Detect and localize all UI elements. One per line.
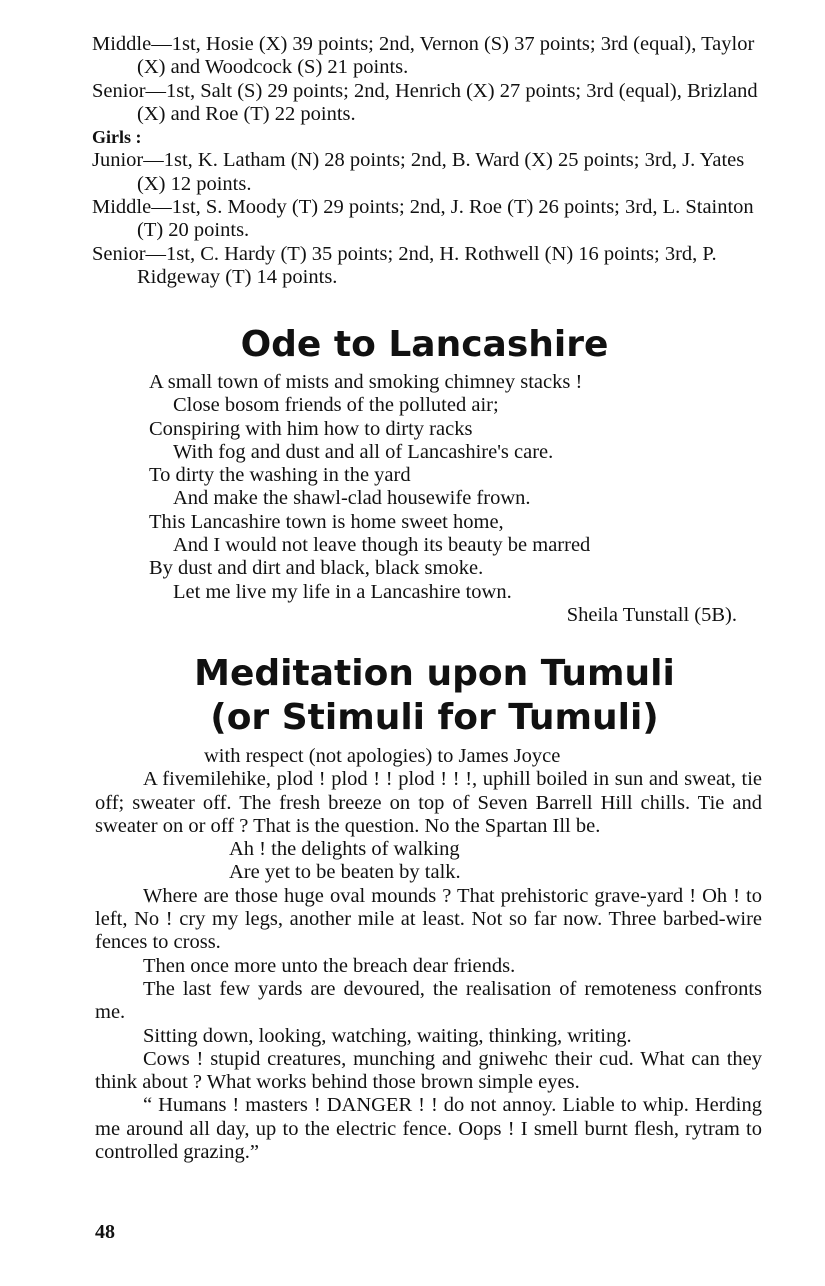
poem-line: A small town of mists and smoking chimney stacks ! xyxy=(149,371,583,393)
result-girls-middle: Middle—1st, S. Moody (T) 29 points; 2nd, J. Roe (T) 26 points; 3rd, L. Stainton (T) 20 points. xyxy=(92,196,754,242)
meditation-body xyxy=(95,745,762,1164)
result-boys-middle: Middle—1st, Hosie (X) 39 points; 2nd, Vernon (S) 37 points; 3rd (equal), Taylor (X) and Woodcock (S) 21 points. xyxy=(92,33,755,79)
poem-line: Let me live my life in a Lancashire town. xyxy=(173,580,512,603)
result-boys-senior: Senior—1st, Salt (S) 29 points; 2nd, Henrich (X) 27 points; 3rd (equal), Brizland (X) and Roe (T) 22 points. xyxy=(92,79,758,125)
poem-line: This Lancashire town is home sweet home, xyxy=(149,510,504,533)
paragraph: Where are those huge oval mounds ? That prehistoric grave-yard ! Oh ! to left, No ! cry my legs, another mile at least. Not so far now. Three barbed-wire fences to cross. xyxy=(95,884,762,954)
paragraph: Then once more unto the breach dear friends. xyxy=(143,954,516,977)
verse-line: Are yet to be beaten by talk. xyxy=(229,861,461,884)
ode-poem xyxy=(149,371,749,627)
meditation-title xyxy=(22,652,825,740)
meditation-title-line2: (or Stimuli for Tumuli) xyxy=(210,697,659,738)
paragraph: The last few yards are devoured, the realisation of remoteness confronts me. xyxy=(95,977,762,1024)
poem-line: And make the shawl-clad housewife frown. xyxy=(173,487,531,510)
meditation-title-line1: Meditation upon Tumuli xyxy=(194,653,675,694)
poem-line: With fog and dust and all of Lancashire's care. xyxy=(173,440,554,463)
poem-line: Conspiring with him how to dirty racks xyxy=(149,417,473,440)
result-girls-junior: Junior—1st, K. Latham (N) 28 points; 2nd, B. Ward (X) 25 points; 3rd, J. Yates (X) 12 points. xyxy=(92,149,745,195)
result-girls-senior: Senior—1st, C. Hardy (T) 35 points; 2nd, H. Rothwell (N) 16 points; 3rd, P. Ridgeway (T) 14 points. xyxy=(92,242,717,288)
verse-line: Ah ! the delights of walking xyxy=(229,838,460,861)
paragraph: Cows ! stupid creatures, munching and gniwehc their cud. What can they think about ? What works behind those brown simple eyes. xyxy=(95,1047,762,1094)
paragraph: “ Humans ! masters ! DANGER ! ! do not annoy. Liable to whip. Herding me around all day, up to the electric fence. Oops ! I smell burnt flesh, rytram to controlled grazing.” xyxy=(95,1094,762,1164)
page-number: 48 xyxy=(95,1221,115,1243)
poem-line: And I would not leave though its beauty be marred xyxy=(173,534,591,557)
poem-line: To dirty the washing in the yard xyxy=(149,464,411,487)
paragraph: A fivemilehike, plod ! plod ! ! plod ! ! !, uphill boiled in sun and sweat, tie off; sweater off. The fresh breeze on top of Seven Barrell Hill chills. Tie and sweater on or off ? That is the question. No the Spartan Ill be. xyxy=(95,768,762,837)
paragraph: Sitting down, looking, watching, waiting, thinking, writing. xyxy=(143,1024,632,1047)
poem-author: Sheila Tunstall (5B). xyxy=(566,603,737,626)
dedication: with respect (not apologies) to James Joyce xyxy=(204,745,561,767)
ode-title: Ode to Lancashire xyxy=(240,324,609,365)
girls-heading: Girls : xyxy=(92,127,142,148)
poem-line: By dust and dirt and black, black smoke. xyxy=(149,557,484,580)
sports-results xyxy=(92,33,764,289)
poem-line: Close bosom friends of the polluted air; xyxy=(173,394,499,417)
